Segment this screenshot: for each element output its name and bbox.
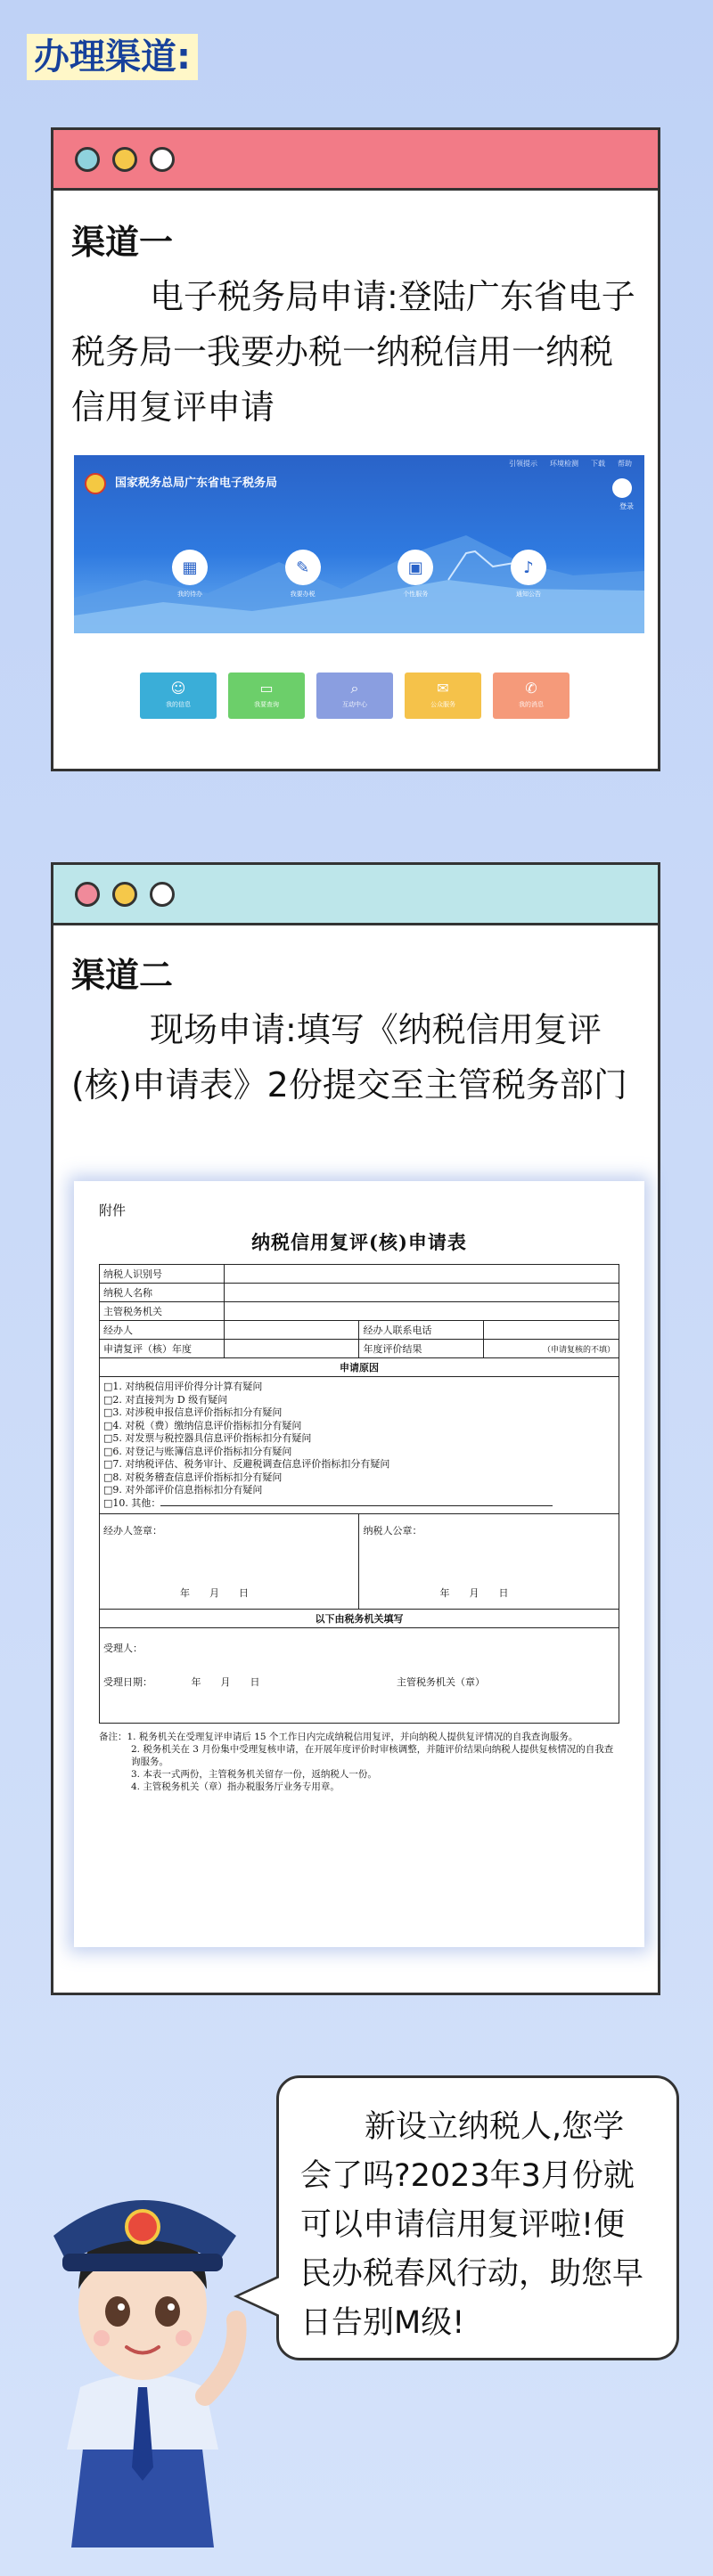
login-avatar-icon[interactable] — [612, 478, 632, 498]
site-name: 国家税务总局广东省电子税务局 — [115, 477, 278, 490]
login-label[interactable]: 登录 — [619, 502, 634, 510]
channel2-text — [71, 1002, 640, 1113]
note-item: 4. 主管税务机关（章）指办税服务厅业务专用章。 — [131, 1781, 340, 1792]
reason-item: □7. 对纳税评估、税务审计、反避税调查信息评价指标扣分有疑问 — [103, 1458, 390, 1470]
reason-header: 申请原因 — [100, 1358, 619, 1377]
chat-icon: ✉ — [437, 680, 449, 697]
channel2-desc: 现场申请:填写《纳税信用复评(核)申请表》2份提交至主管税务部门 — [71, 1010, 627, 1105]
service-item[interactable] — [502, 550, 555, 599]
authority-seal-label: 主管税务机关（章） — [397, 1676, 485, 1688]
tile-my-info[interactable]: ☺ 我的信息 — [140, 673, 217, 719]
channel2-card — [51, 862, 660, 1995]
window-title-bar — [53, 130, 658, 191]
top-link[interactable]: 下载 — [591, 460, 605, 468]
form-table — [99, 1264, 619, 1724]
reason-item: □8. 对税务稽查信息评价指标扣分有疑问 — [103, 1471, 283, 1483]
reason-item: □1. 对纳税信用评价得分计算有疑问 — [103, 1381, 263, 1392]
receive-date-value: 年 月 日 — [191, 1676, 260, 1688]
window-dot-white — [150, 882, 175, 907]
grid-icon: ▣ — [397, 550, 433, 585]
note-item: 3. 本表一式两份，主管税务机关留存一份，返纳税人一份。 — [131, 1769, 377, 1780]
calendar-icon: ▦ — [172, 550, 208, 585]
form-cell: 纳税人识别号 — [100, 1265, 225, 1284]
receiver-label: 受理人： — [103, 1643, 143, 1654]
form-cell: 申请复评（核）年度 — [100, 1340, 225, 1358]
window-dot-white — [150, 147, 175, 172]
application-form-image — [74, 1181, 644, 1947]
receive-row — [103, 1675, 615, 1689]
note-item: 备注：1. 税务机关在受理复评申请后 15 个工作日内完成纳税信用复评，并向纳税人提供复评情况的自我查询服务。 — [99, 1732, 578, 1742]
service-item[interactable] — [389, 550, 442, 599]
service-label: 个性服务 — [403, 591, 429, 598]
channel1-text — [71, 269, 640, 435]
tax-office-cell — [100, 1628, 619, 1724]
screen-icon: ▭ — [259, 680, 274, 697]
taxpayer-seal-cell — [359, 1514, 619, 1610]
form-notes — [99, 1731, 619, 1793]
tile-row — [140, 673, 570, 719]
form-cell: 经办人联系电话 — [359, 1321, 484, 1340]
bell-icon: ♪ — [511, 550, 546, 585]
service-label: 我的待办 — [177, 591, 202, 598]
top-link[interactable]: 环境检测 — [550, 460, 578, 468]
form-cell: 主管税务机关 — [100, 1302, 225, 1321]
form-title: 纳税信用复评(核)申请表 — [251, 1231, 467, 1253]
tile-query[interactable]: ▭ 我要查询 — [228, 673, 305, 719]
reason-item: □4. 对税（费）缴纳信息评价指标扣分有疑问 — [103, 1419, 302, 1431]
top-link[interactable]: 引领提示 — [509, 460, 537, 468]
person-icon: ☺ — [170, 680, 186, 697]
reason-item: □6. 对登记与账簿信息评价指标扣分有疑问 — [103, 1445, 292, 1457]
reason-item: □9. 对外部评价信息指标扣分有疑问 — [103, 1484, 263, 1496]
speech-bubble — [276, 2075, 679, 2360]
top-links — [509, 459, 632, 469]
reason-item-other: □10. 其他： — [103, 1497, 615, 1511]
service-row — [163, 550, 555, 599]
tile-public[interactable]: ✉ 公众服务 — [405, 673, 481, 719]
note-item: 2. 税务机关在 3 月份集中受理复核申请，在开展年度评价时审核调整，并随评价结果向纳税人提供复核情况的自我查询服务。 — [131, 1744, 614, 1767]
service-item[interactable] — [276, 550, 330, 599]
tax-office-header: 以下由税务机关填写 — [100, 1610, 619, 1628]
search-icon: ⌕ — [350, 680, 359, 697]
receive-date-label: 受理日期： — [103, 1676, 152, 1688]
attach-label: 附件 — [99, 1202, 127, 1219]
service-label: 通知公告 — [515, 591, 541, 598]
channel1-card — [51, 127, 660, 771]
window-title-bar — [53, 865, 658, 925]
page-title: 办理渠道: — [27, 34, 198, 80]
tile-interact[interactable]: ⌕ 互动中心 — [316, 673, 393, 719]
form-cell: （申请复核的不填） — [484, 1340, 619, 1358]
window-dot-yellow — [112, 882, 137, 907]
taxpayer-seal-label: 纳税人公章： — [363, 1525, 422, 1537]
etax-header — [74, 455, 644, 633]
tax-emblem-icon — [85, 473, 106, 494]
agent-sign-label: 经办人签章： — [103, 1525, 162, 1537]
form-cell: 年度评价结果 — [359, 1340, 484, 1358]
form-cell: 纳税人名称 — [100, 1284, 225, 1302]
channel2-title: 渠道二 — [71, 956, 174, 995]
date-text: 年 月 日 — [439, 1587, 509, 1599]
bubble-tail-inner — [239, 2277, 282, 2316]
reason-item: □5. 对发票与税控器具信息评价指标扣分有疑问 — [103, 1432, 312, 1444]
application-form — [99, 1201, 619, 1793]
reason-list — [100, 1377, 619, 1514]
service-item[interactable] — [163, 550, 217, 599]
window-dot-pink — [75, 882, 100, 907]
date-text: 年 月 日 — [180, 1587, 249, 1599]
tile-message[interactable]: ✆ 我的消息 — [493, 673, 570, 719]
etax-screenshot — [74, 455, 644, 708]
top-link[interactable]: 帮助 — [618, 460, 632, 468]
window-dot-cyan — [75, 147, 100, 172]
channel1-desc: 电子税务局申请:登陆广东省电子税务局一我要办税一纳税信用一纳税信用复评申请 — [71, 277, 635, 427]
message-icon: ✆ — [525, 680, 537, 697]
form-cell: 经办人 — [100, 1321, 225, 1340]
reason-item: □2. 对直接判为 D 级有疑问 — [103, 1393, 228, 1406]
form-icon: ✎ — [285, 550, 321, 585]
channel1-title: 渠道一 — [71, 223, 174, 262]
window-dot-yellow — [112, 147, 137, 172]
bubble-text: 新设立纳税人,您学会了吗?2023年3月份就可以申请信用复评啦!便民办税春风行动，助您早日告别M级! — [300, 2109, 644, 2341]
service-label: 我要办税 — [290, 591, 316, 598]
agent-sign-cell — [100, 1514, 359, 1610]
reason-item: □3. 对涉税申报信息评价指标扣分有疑问 — [103, 1406, 283, 1418]
tax-officer-cartoon — [27, 2129, 258, 2556]
